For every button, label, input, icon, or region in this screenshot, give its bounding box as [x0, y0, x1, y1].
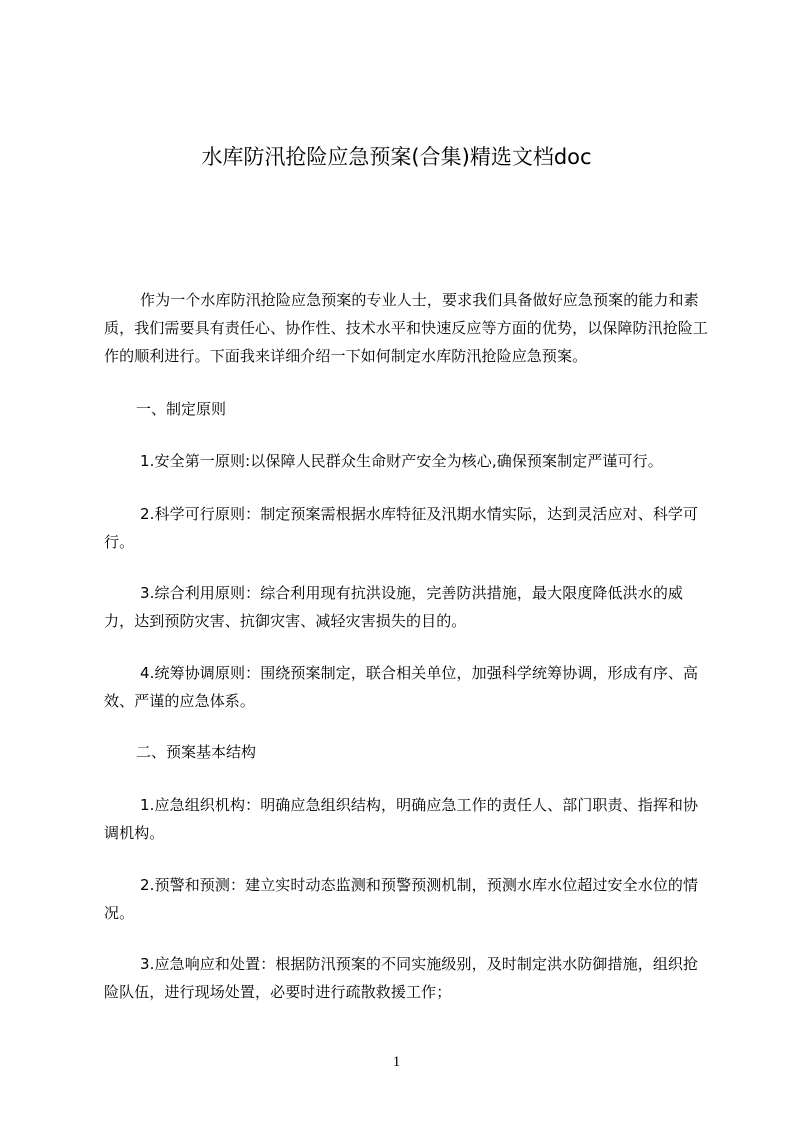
principle-item-3: 3.综合利用原则：综合利用现有抗洪设施，完善防洪措施，最大限度降低洪水的威力，达到预防灾害、抗御灾害、减轻灾害损失的目的。 — [104, 584, 684, 630]
structure-item-2: 2.预警和预测：建立实时动态监测和预警预测机制，预测水库水位超过安全水位的情况。 — [104, 876, 699, 922]
page-number: 1 — [392, 1054, 401, 1070]
principle-item-2: 2.科学可行原则：制定预案需根据水库特征及汛期水情实际，达到灵活应对、科学可行。 — [104, 505, 699, 551]
section-heading-structure: 二、预案基本结构 — [136, 743, 257, 761]
structure-item-1: 1.应急组织机构：明确应急组织结构，明确应急工作的责任人、部门职责、指挥和协调机构。 — [104, 796, 699, 842]
principle-item-1: 1.安全第一原则:以保障人民群众生命财产安全为核心,确保预案制定严谨可行。 — [140, 452, 663, 470]
section-heading-principles: 一、制定原则 — [136, 400, 227, 418]
document-title: 水库防汛抢险应急预案(合集)精选文档doc — [201, 145, 592, 169]
principle-item-4: 4.统筹协调原则：围绕预案制定，联合相关单位，加强科学统筹协调，形成有序、高效、严谨的应急体系。 — [104, 664, 699, 710]
structure-item-3: 3.应急响应和处置：根据防汛预案的不同实施级别，及时制定洪水防御措施，组织抢险队伍，进行现场处置，必要时进行疏散救援工作； — [104, 955, 699, 1001]
intro-paragraph: 作为一个水库防汛抢险应急预案的专业人士，要求我们具备做好应急预案的能力和素质，我们需要具有责任心、协作性、技术水平和快速反应等方面的优势，以保障防汛抢险工作的顺利进行。下面我来详细介绍一下如何制定水库防汛抢险应急预案。 — [104, 291, 709, 365]
